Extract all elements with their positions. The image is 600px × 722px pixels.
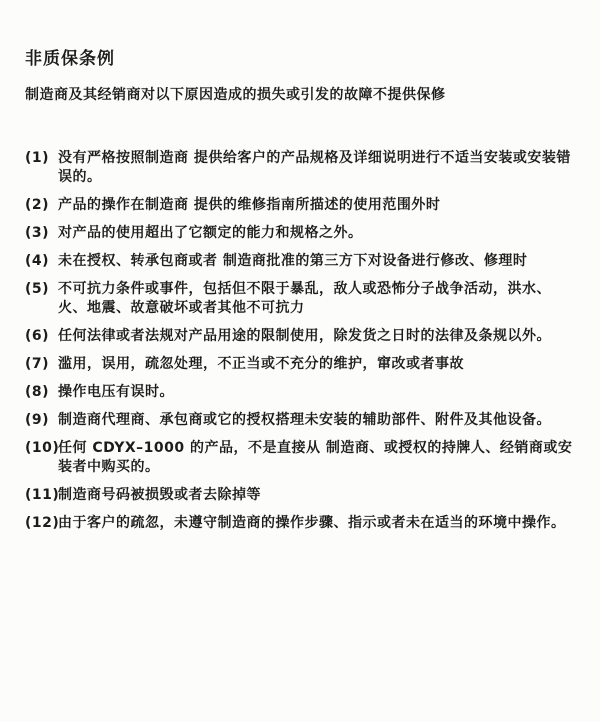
list-item (25, 149, 575, 187)
item-number: (2) (25, 197, 50, 213)
item-number: (11) (25, 487, 60, 503)
item-number: (1) (25, 150, 50, 166)
item-text: 任何 CDYX–1000 的产品，不是直接从 制造商、或授权的持牌人、经销商或安装者中购买的。 (58, 440, 573, 475)
item-text: 产品的操作在制造商 提供的维修指南所描述的使用范围外时 (58, 197, 441, 213)
list-item (25, 411, 575, 430)
list-item (25, 280, 575, 318)
list-item (25, 514, 575, 533)
item-number: (4) (25, 253, 50, 269)
item-text: 不可抗力条件或事件，包括但不限于暴乱，敌人或恐怖分子战争活动，洪水、火、地震、故意破坏或者其他不可抗力 (58, 281, 551, 316)
item-text: 未在授权、转承包商或者 制造商批准的第三方下对设备进行修改、修理时 (58, 253, 528, 269)
item-text: 制造商号码被损毁或者去除掉等 (58, 487, 261, 503)
item-number: (6) (25, 328, 50, 344)
item-number: (12) (25, 515, 60, 531)
list-item (25, 327, 575, 346)
item-number: (3) (25, 225, 50, 241)
item-number: (10) (25, 440, 60, 456)
list-item (25, 224, 575, 243)
page-title: 非质保条例 (25, 49, 115, 69)
list-item (25, 355, 575, 374)
item-number: (8) (25, 384, 50, 400)
intro-text: 制造商及其经销商对以下原因造成的损失或引发的故障不提供保修 (25, 87, 446, 103)
item-text: 对产品的使用超出了它额定的能力和规格之外。 (58, 225, 363, 241)
item-text: 任何法律或者法规对产品用途的限制使用，除发货之日时的法律及条规以外。 (58, 328, 551, 344)
item-text: 由于客户的疏忽，未遵守制造商的操作步骤、指示或者未在适当的环境中操作。 (58, 515, 566, 531)
clause-list (25, 149, 575, 533)
list-item (25, 439, 575, 477)
item-number: (5) (25, 281, 50, 297)
list-item (25, 252, 575, 271)
item-text: 制造商代理商、承包商或它的授权搭理未安装的辅助部件、附件及其他设备。 (58, 412, 551, 428)
item-number: (7) (25, 356, 50, 372)
list-item (25, 383, 575, 402)
item-text: 没有严格按照制造商 提供给客户的产品规格及详细说明进行不适当安装或安装错误的。 (58, 150, 571, 185)
list-item (25, 196, 575, 215)
list-item (25, 486, 575, 505)
item-text: 滥用，误用，疏忽处理，不正当或不充分的维护，窜改或者事故 (58, 356, 464, 372)
item-number: (9) (25, 412, 50, 428)
item-text: 操作电压有误时。 (58, 384, 174, 400)
